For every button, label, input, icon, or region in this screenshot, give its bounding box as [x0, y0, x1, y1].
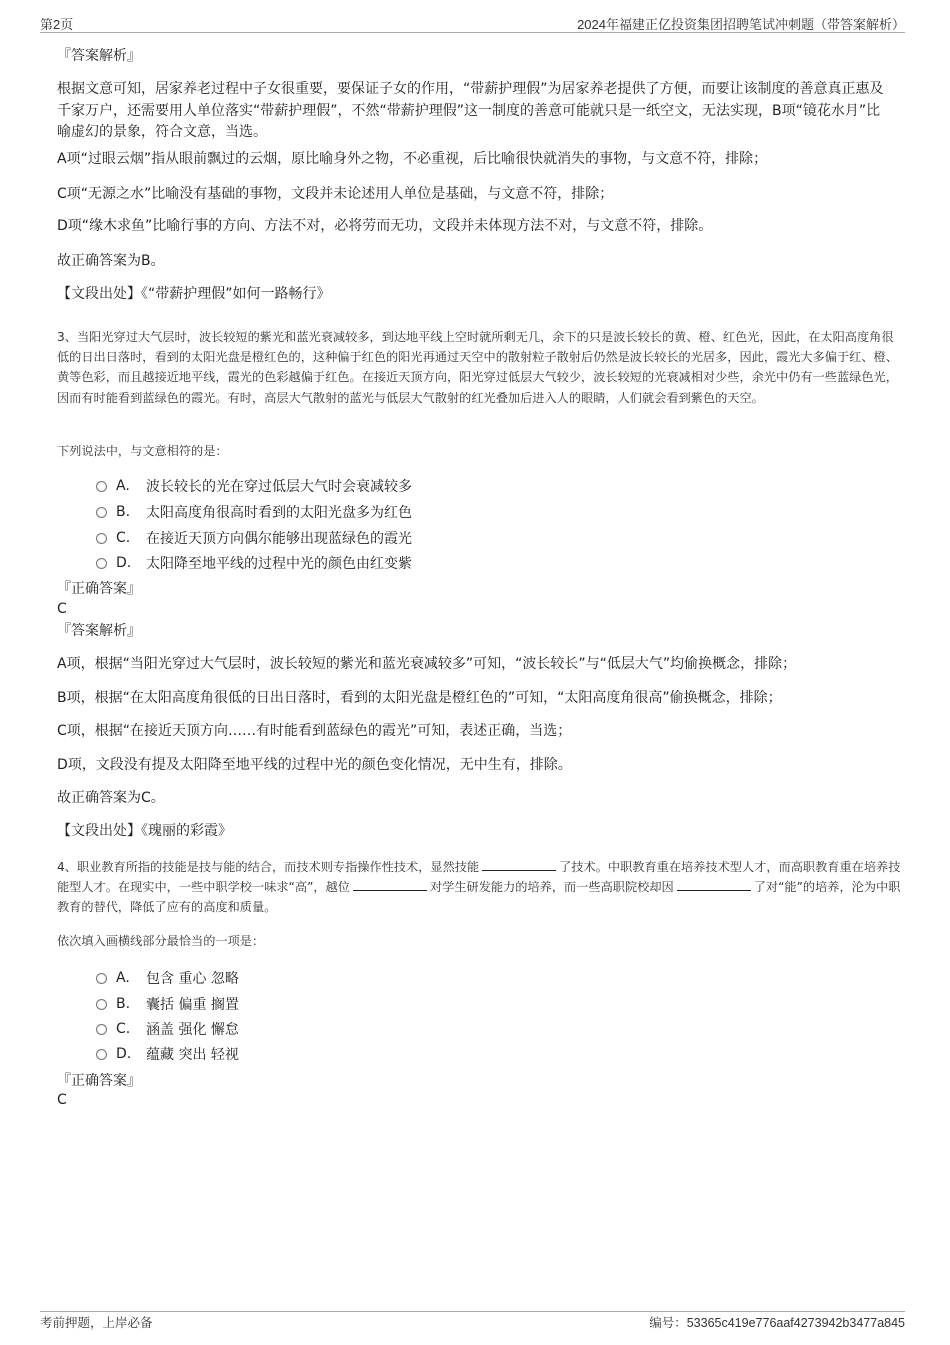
option-letter: C. — [116, 1021, 131, 1037]
correct-answer: C — [57, 601, 67, 617]
option-text: 蕴藏 突出 轻视 — [146, 1047, 239, 1063]
option-letter: B. — [116, 504, 131, 520]
question-4-prompt: 依次填入画横线部分最恰当的一项是： — [57, 934, 265, 948]
text-segment: 4、职业教育所指的技能是技与能的结合，而技术则专指操作性技术，显然技能 — [57, 860, 480, 874]
radio-button[interactable] — [96, 999, 107, 1010]
question-3-text: 3、当阳光穿过大气层时，波长较短的紫光和蓝光衰减较多，到达地平线上空时就所剩无几，余下的只是波长较长的黄、橙、红色光，因此，在太阳高度角很低的日出日落时，看到的太阳光盘是橙红色的，这种偏于红色的阳光再通过天空中的散射粒子散射后仍然是波长较长的光居多，因此，霞光大多偏于红、橙、黄等色彩，而且越接近地平线，霞光的色彩越偏于红色。在接近天顶方向，阳光穿过低层大气较少，波长较短的光衰减相对少些，余光中仍有一些蓝绿色光，因而有时能看到蓝绿色的霞光。有时，高层大气散射的蓝光与低层大气散射的红光叠加后进入人的眼睛，人们就会看到紫色的天空。 — [57, 330, 898, 405]
document-title: 2024年福建正亿投资集团招聘笔试冲刺题（带答案解析） — [577, 17, 905, 32]
option-d[interactable] — [96, 553, 412, 573]
question-3-prompt: 下列说法中，与文意相符的是： — [57, 444, 228, 458]
option-d[interactable] — [96, 1044, 239, 1064]
page-number: 第2页 — [40, 17, 74, 32]
analysis-option-a: A项，根据“当阳光穿过大气层时，波长较短的紫光和蓝光衰减较多”可知，“波长较长”与“低层大气”均偷换概念，排除； — [57, 656, 797, 672]
document-id: 编号：53365c419e776aaf4273942b3477a845 — [649, 1316, 905, 1330]
blank-3 — [677, 878, 751, 891]
footer-slogan: 考前押题，上岸必备 — [40, 1315, 153, 1330]
analysis-label: 『答案解析』 — [57, 623, 141, 639]
radio-button[interactable] — [96, 507, 107, 518]
source: 【文段出处】《瑰丽的彩霞》 — [57, 823, 232, 839]
analysis-label: 『答案解析』 — [57, 48, 141, 64]
option-letter: A. — [116, 478, 130, 494]
analysis-option-d: D项，文段没有提及太阳降至地平线的过程中光的颜色变化情况，无中生有，排除。 — [57, 757, 572, 773]
radio-button[interactable] — [96, 533, 107, 544]
analysis-option-c: C项，根据“在接近天顶方向……有时能看到蓝绿色的霞光”可知，表述正确，当选； — [57, 723, 572, 739]
source: 【文段出处】《“带薪护理假”如何一路畅行》 — [57, 286, 331, 302]
correct-answer-label: 『正确答案』 — [57, 581, 141, 597]
text-segment: 了技术。中职教育重在培养技术型人才，而高职教育重在培养技能型人才。在现实中，一些中职学校一味求“高”，越位 — [57, 860, 901, 895]
analysis-option-c: C项“无源之水”比喻没有基础的事物，文段并未论述用人单位是基础，与文意不符，排除； — [57, 186, 614, 202]
option-text: 在接近天顶方向偶尔能够出现蓝绿色的霞光 — [146, 531, 412, 547]
text-segment: 了对“能”的培养，沦为中职教育的替代，降低了应有的高度和质量。 — [57, 880, 901, 915]
option-text: 囊括 偏重 搁置 — [146, 997, 239, 1013]
option-c[interactable] — [96, 1019, 239, 1039]
blank-2 — [353, 878, 427, 891]
option-text: 波长较长的光在穿过低层大气时会衰减较多 — [146, 479, 412, 495]
option-text: 太阳高度角很高时看到的太阳光盘多为红色 — [146, 505, 412, 521]
option-text: 包含 重心 忽略 — [146, 971, 239, 987]
blank-1 — [482, 858, 556, 871]
analysis-option-d: D项“缘木求鱼”比喻行事的方向、方法不对，必将劳而无功，文段并未体现方法不对，与文意不符，排除。 — [57, 218, 713, 234]
radio-button[interactable] — [96, 973, 107, 984]
option-a[interactable] — [96, 476, 412, 496]
conclusion: 故正确答案为C。 — [57, 790, 165, 806]
option-b[interactable] — [96, 994, 239, 1014]
option-b[interactable] — [96, 502, 412, 522]
analysis-text: 根据文意可知，居家养老过程中子女很重要，要保证子女的作用，“带薪护理假”为居家养老提供了方便，而要让该制度的善意真正惠及千家万户，还需要用人单位落实“带薪护理假”，不然“带薪护理假”这一制度的善意可能就只是一纸空文，无法实现，B项“镜花水月”比喻虚幻的景象，符合文意，当选。 — [57, 81, 884, 140]
radio-button[interactable] — [96, 558, 107, 569]
option-a[interactable] — [96, 968, 239, 988]
radio-button[interactable] — [96, 1049, 107, 1060]
option-text: 太阳降至地平线的过程中光的颜色由红变紫 — [146, 556, 412, 572]
option-letter: C. — [116, 530, 131, 546]
option-letter: D. — [116, 555, 132, 571]
question-4-text — [57, 857, 902, 918]
radio-button[interactable] — [96, 481, 107, 492]
option-text: 涵盖 强化 懈怠 — [146, 1022, 239, 1038]
analysis-option-b: B项，根据“在太阳高度角很低的日出日落时，看到的太阳光盘是橙红色的”可知，“太阳高度角很高”偷换概念，排除； — [57, 690, 782, 706]
radio-button[interactable] — [96, 1024, 107, 1035]
option-letter: D. — [116, 1046, 132, 1062]
header-divider — [40, 32, 905, 33]
option-c[interactable] — [96, 528, 412, 548]
analysis-option-a: A项“过眼云烟”指从眼前飘过的云烟，原比喻身外之物，不必重视，后比喻很快就消失的事物，与文意不符，排除； — [57, 151, 768, 167]
conclusion: 故正确答案为B。 — [57, 253, 165, 269]
footer-divider — [40, 1311, 905, 1312]
option-letter: A. — [116, 970, 130, 986]
text-segment: 对学生研发能力的培养，而一些高职院校却因 — [429, 880, 674, 895]
correct-answer: C — [57, 1092, 67, 1108]
option-letter: B. — [116, 996, 131, 1012]
correct-answer-label: 『正确答案』 — [57, 1073, 141, 1089]
